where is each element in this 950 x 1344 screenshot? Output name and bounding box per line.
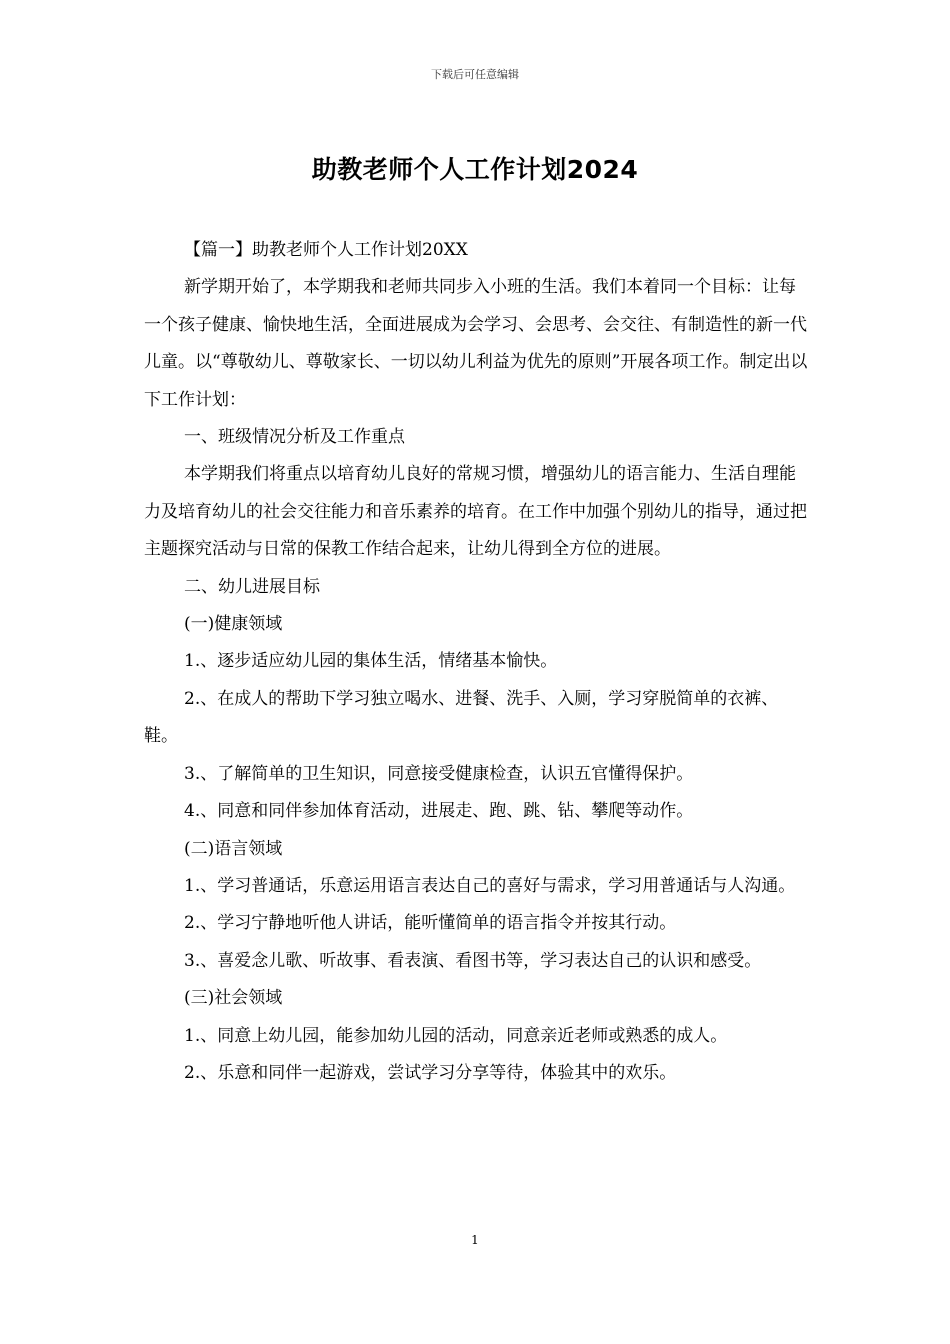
list-item: 2.、在成人的帮助下学习独立喝水、进餐、洗手、入厕，学习穿脱简单的衣裤、鞋。 (144, 688, 779, 747)
subsection-heading: (一)健康领域 (184, 614, 283, 635)
body-paragraph: 新学期开始了，本学期我和老师共同步入小班的生活。我们本着同一个目标：让每一个孩子健康、愉快地生活，全面进展成为会学习、会思考、会交往、有制造性的新一代儿童。以“尊敬幼儿、尊敬家长、一切以幼儿利益为优先的原则”开展各项工作。制定出以下工作计划： (144, 277, 808, 410)
list-item: 1.、学习普通话，乐意运用语言表达自己的喜好与需求，学习用普通话与人沟通。 (184, 875, 796, 896)
header-note: 下载后可任意编辑 (431, 68, 519, 81)
subsection-heading: (三)社会领域 (184, 988, 283, 1009)
body-paragraph: 本学期我们将重点以培育幼儿良好的常规习惯，增强幼儿的语言能力、生活自理能力及培育幼儿的社会交往能力和音乐素养的培育。在工作中加强个别幼儿的指导，通过把主题探究活动与日常的保教工作结合起来，让幼儿得到全方位的进展。 (144, 464, 807, 560)
section-heading: 【篇一】助教老师个人工作计划20XX (184, 240, 468, 260)
list-item: 1.、逐步适应幼儿园的集体生活，情绪基本愉快。 (184, 651, 558, 672)
document-body (144, 232, 812, 1092)
list-item: 4.、同意和同伴参加体育活动，进展走、跑、跳、钻、攀爬等动作。 (184, 801, 694, 822)
list-item: 1.、同意上幼儿园，能参加幼儿园的活动，同意亲近老师或熟悉的成人。 (184, 1025, 728, 1046)
list-item: 2.、学习宁静地听他人讲话，能听懂简单的语言指令并按其行动。 (184, 913, 677, 934)
subsection-heading: (二)语言领域 (184, 838, 283, 859)
section-heading: 一、班级情况分析及工作重点 (184, 427, 405, 448)
section-heading: 二、幼儿进展目标 (184, 576, 320, 597)
page-number: 1 (471, 1233, 479, 1247)
document-title: 助教老师个人工作计划2024 (311, 155, 639, 184)
list-item: 3.、了解简单的卫生知识，同意接受健康检查，认识五官懂得保护。 (184, 763, 694, 784)
list-item: 3.、喜爱念儿歌、听故事、看表演、看图书等，学习表达自己的认识和感受。 (184, 950, 762, 971)
list-item: 2.、乐意和同伴一起游戏，尝试学习分享等待，体验其中的欢乐。 (184, 1062, 677, 1083)
